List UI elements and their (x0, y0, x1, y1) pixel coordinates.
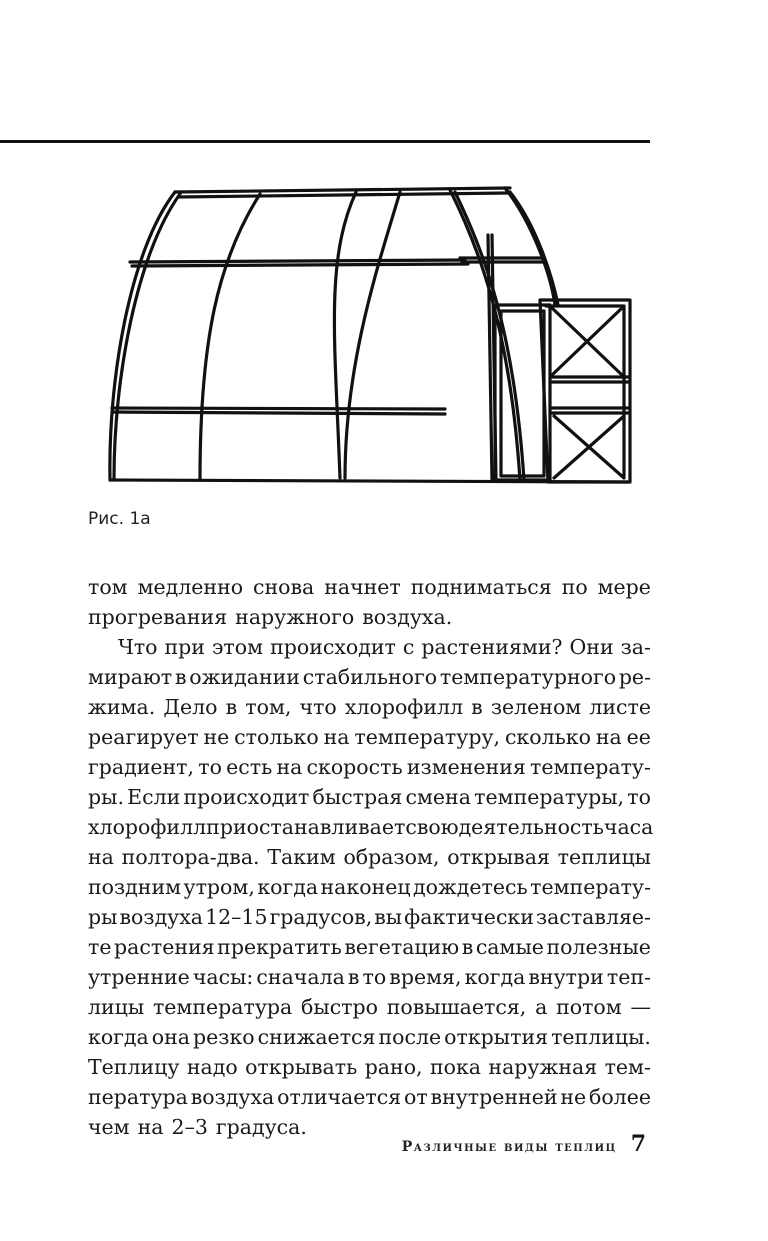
body-text (88, 572, 654, 1142)
text-line: лицы температура быстро повышается, а потом — (88, 995, 651, 1019)
figure-caption: Рис. 1а (88, 509, 151, 529)
text-line: на полтора-два. Таким образом, открывая теплицы (88, 845, 651, 869)
text-line: ры. Если происходит быстрая смена температуры, то (88, 785, 651, 809)
text-line: Теплицу надо открывать рано, пока наружная тем- (88, 1055, 651, 1079)
text-line: реагирует не столько на температуру, сколько на ее (88, 725, 651, 749)
text-line: ры воздуха 12–15 градусов, вы фактически заставляе- (88, 905, 651, 929)
text-line: том медленно снова начнет подниматься по мере (88, 575, 651, 599)
text-line: прогревания наружного воздуха. (88, 605, 453, 629)
text-line: мирают в ожидании стабильного температурного ре- (88, 665, 651, 689)
text-line: градиент, то есть на скорость изменения температу- (88, 755, 651, 779)
text-line: жима. Дело в том, что хлорофилл в зеленом листе (88, 695, 651, 719)
text-line: хлорофилл приостанавливает свою деятельность часа (88, 815, 654, 839)
text-line: утренние часы: сначала в то время, когда внутри теп- (88, 965, 651, 989)
text-line: пература воздуха отличается от внутренней не более (88, 1085, 651, 1109)
greenhouse-illustration (100, 180, 640, 490)
top-rule (0, 140, 650, 143)
text-line: поздним утром, когда наконец дождетесь температу- (88, 875, 651, 899)
text-line: чем на 2–3 градуса. (88, 1115, 307, 1139)
page-footer (402, 1131, 646, 1157)
text-line: те растения прекратить вегетацию в самые полезные (88, 935, 651, 959)
text-line: Что при этом происходит с растениями? Они за- (118, 635, 651, 659)
running-head: Различные виды теплиц (401, 1139, 617, 1155)
text-line: когда она резко снижается после открытия теплицы. (88, 1025, 651, 1049)
page-number: 7 (630, 1131, 646, 1157)
